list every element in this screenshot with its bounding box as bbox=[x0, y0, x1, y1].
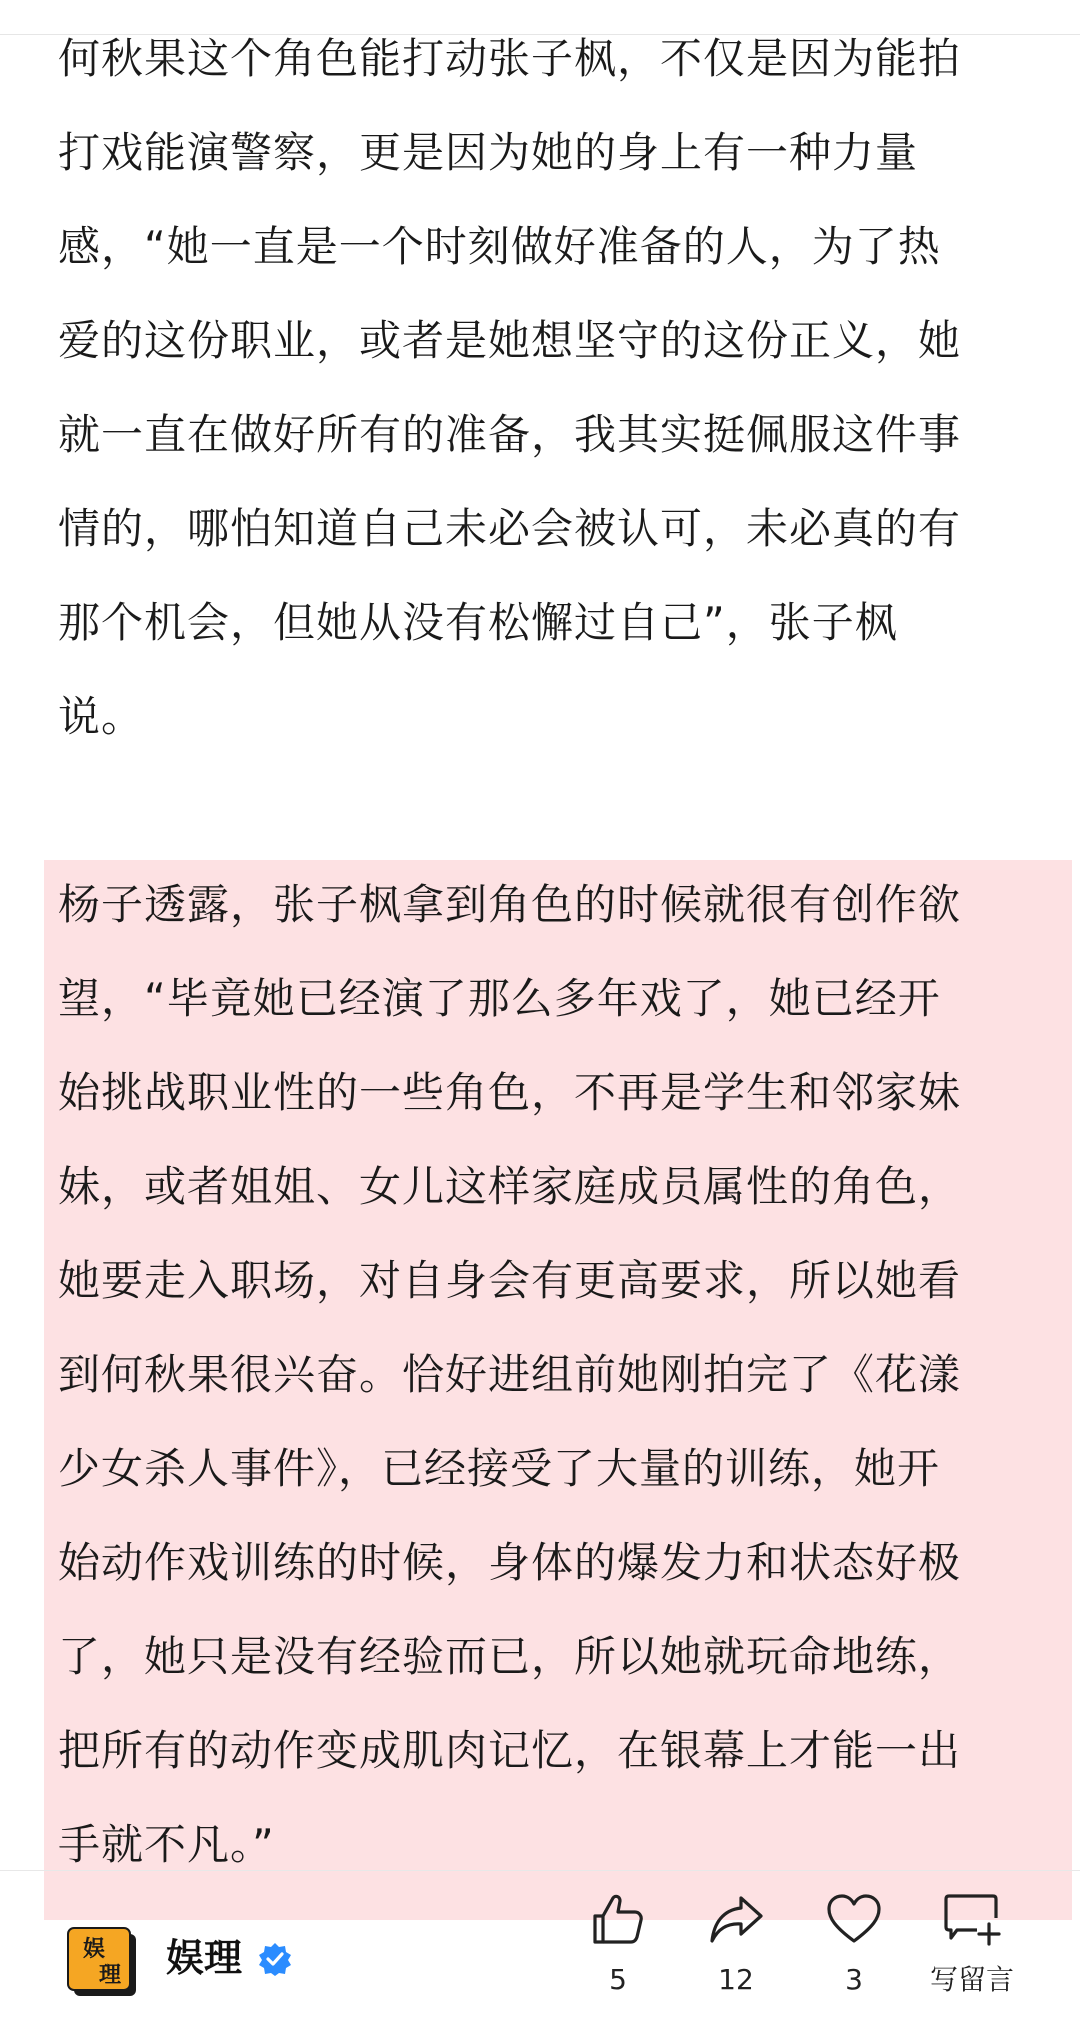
thumbs-up-icon bbox=[589, 1890, 647, 1948]
write-comment-button[interactable] bbox=[912, 1890, 1032, 2030]
text-line: 始挑战职业性的一些角色，不再是学生和邻家妹 bbox=[58, 1068, 962, 1117]
text-line: 说。 bbox=[58, 692, 145, 741]
text-line: 到何秋果很兴奋。恰好进组前她刚拍完了《花漾 bbox=[58, 1350, 962, 1399]
account-name[interactable]: 娱理 bbox=[166, 1936, 243, 1980]
verified-badge-icon bbox=[258, 1942, 292, 1976]
avatar[interactable] bbox=[66, 1926, 138, 1998]
avatar-char-1: 娱 bbox=[83, 1937, 106, 1962]
text-line: 那个机会，但她从没有松懈过自己”，张子枫 bbox=[58, 598, 898, 647]
text-line: 感，“她一直是一个时刻做好准备的人，为了热 bbox=[58, 222, 941, 271]
share-arrow-icon bbox=[707, 1890, 765, 1948]
comment-plus-icon bbox=[943, 1890, 1001, 1948]
text-line: 就一直在做好所有的准备，我其实挺佩服这件事 bbox=[58, 410, 962, 459]
favorite-button[interactable] bbox=[794, 1890, 914, 2030]
text-line: 始动作戏训练的时候，身体的爆发力和状态好极 bbox=[58, 1538, 962, 1587]
text-line: 她要走入职场，对自身会有更高要求，所以她看 bbox=[58, 1256, 962, 1305]
text-line: 杨子透露，张子枫拿到角色的时候就很有创作欲 bbox=[58, 880, 962, 929]
bottom-action-bar bbox=[0, 1870, 1080, 2035]
share-button[interactable] bbox=[676, 1890, 796, 2030]
text-line: 何秋果这个角色能打动张子枫，不仅是因为能拍 bbox=[58, 34, 962, 83]
share-count: 12 bbox=[718, 1963, 754, 1996]
like-count: 5 bbox=[609, 1963, 627, 1996]
text-line: 望，“毕竟她已经演了那么多年戏了，她已经开 bbox=[58, 974, 941, 1023]
text-line: 手就不凡。” bbox=[58, 1820, 275, 1869]
heart-icon bbox=[825, 1890, 883, 1948]
text-line: 妹，或者姐姐、女儿这样家庭成员属性的角色， bbox=[58, 1162, 962, 1211]
text-line: 情的，哪怕知道自己未必会被认可，未必真的有 bbox=[58, 504, 962, 553]
avatar-char-2: 理 bbox=[99, 1963, 122, 1988]
article-paragraph-2 bbox=[58, 858, 1018, 1892]
text-line: 了，她只是没有经验而已，所以她就玩命地练， bbox=[58, 1632, 962, 1681]
article-paragraph-1 bbox=[58, 12, 1018, 764]
like-button[interactable] bbox=[558, 1890, 678, 2030]
avatar-logo bbox=[66, 1926, 138, 1998]
text-line: 打戏能演警察，更是因为她的身上有一种力量 bbox=[58, 128, 919, 177]
text-line: 把所有的动作变成肌肉记忆，在银幕上才能一出 bbox=[58, 1726, 962, 1775]
text-line: 少女杀人事件》，已经接受了大量的训练，她开 bbox=[58, 1444, 941, 1493]
divider bbox=[0, 1870, 1080, 1871]
favorite-count: 3 bbox=[845, 1963, 863, 1996]
text-line: 爱的这份职业，或者是她想坚守的这份正义，她 bbox=[58, 316, 962, 365]
write-comment-label: 写留言 bbox=[929, 1963, 1014, 1996]
